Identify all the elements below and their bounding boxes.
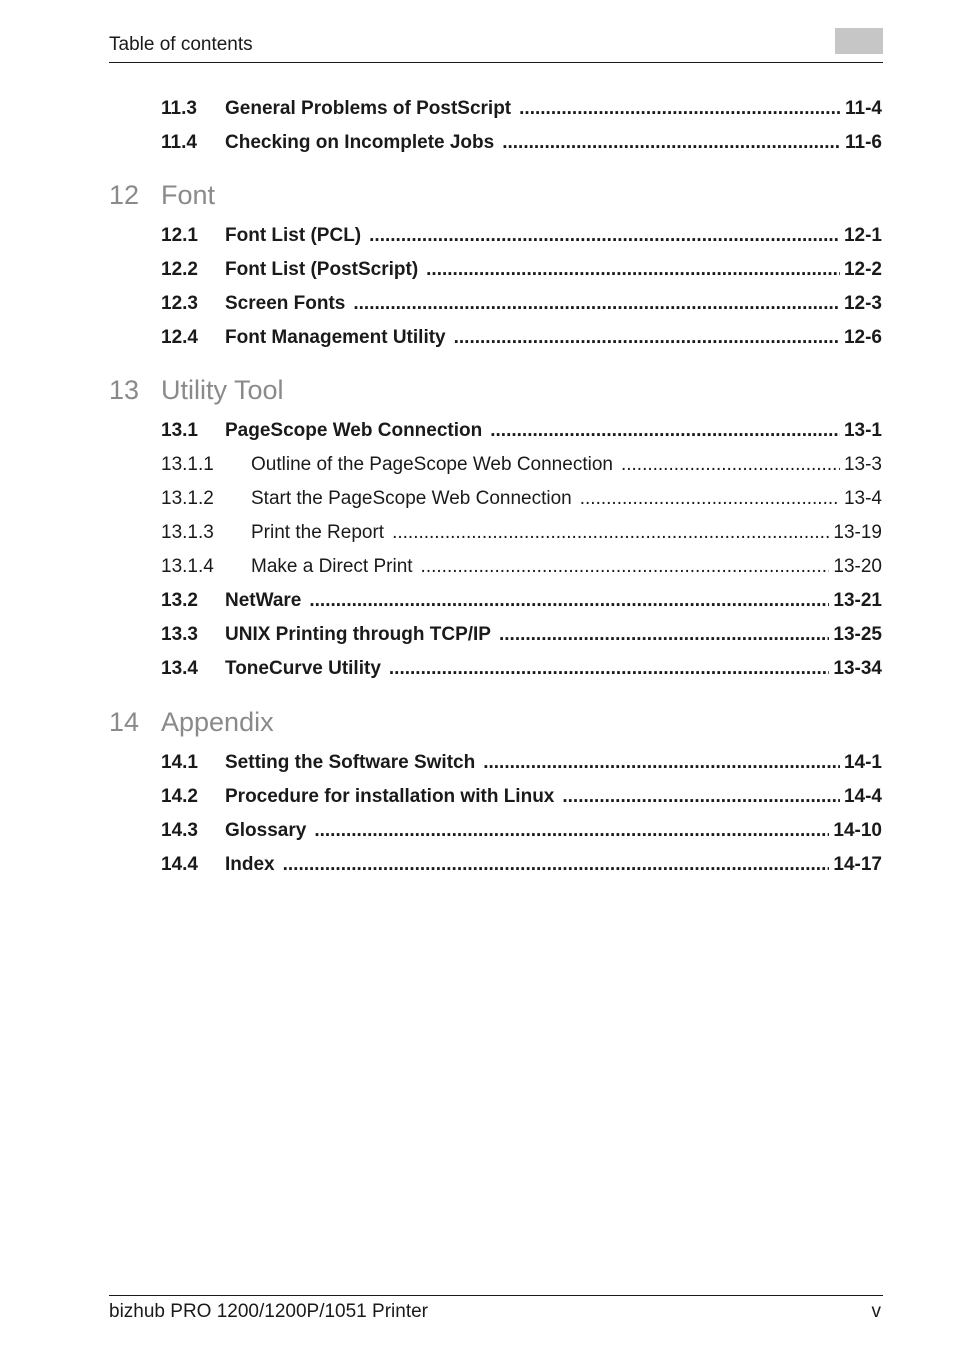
toc-entry-title: UNIX Printing through TCP/IP bbox=[225, 624, 491, 645]
toc-entry-number: 13.1 bbox=[161, 420, 198, 441]
toc-entry-title: Font List (PCL) bbox=[225, 225, 362, 246]
toc-entry-13-4[interactable] bbox=[161, 656, 882, 682]
toc-entry-title: Checking on Incomplete Jobs bbox=[225, 132, 495, 153]
chapter-title: Appendix bbox=[161, 707, 274, 737]
page-number: v bbox=[871, 1301, 881, 1322]
dot-leader bbox=[621, 452, 840, 478]
page-header bbox=[109, 28, 883, 63]
header-tab-marker bbox=[835, 28, 883, 54]
dot-leader bbox=[519, 96, 841, 122]
toc-entry-number: 12.1 bbox=[161, 225, 198, 246]
toc-entry-page: 13-4 bbox=[843, 488, 882, 509]
toc-entry-13-1-2[interactable] bbox=[161, 486, 882, 512]
toc-entry-12-2[interactable] bbox=[161, 257, 882, 283]
toc-entry-11-3[interactable] bbox=[161, 96, 882, 122]
toc-entry-number: 11.3 bbox=[161, 98, 197, 119]
toc-entry-title: Font Management Utility bbox=[225, 327, 446, 348]
toc-entry-13-1[interactable] bbox=[161, 418, 882, 444]
toc-entry-page: 13-20 bbox=[833, 556, 882, 577]
toc-entry-11-4[interactable] bbox=[161, 130, 882, 156]
toc-entry-13-1-1[interactable] bbox=[161, 452, 882, 478]
toc-entry-13-3[interactable] bbox=[161, 622, 882, 648]
toc-entry-page: 13-19 bbox=[833, 522, 882, 543]
dot-leader bbox=[580, 486, 840, 512]
toc-entry-number: 14.3 bbox=[161, 820, 198, 841]
toc-entry-page: 12-6 bbox=[843, 327, 882, 348]
toc-entry-page: 13-3 bbox=[843, 454, 882, 475]
dot-leader bbox=[454, 325, 840, 351]
dot-leader bbox=[483, 750, 840, 776]
toc-entry-title: Start the PageScope Web Connection bbox=[251, 488, 572, 509]
toc-entry-number: 13.1.2 bbox=[161, 488, 214, 509]
toc-entry-page: 14-17 bbox=[833, 854, 882, 875]
chapter-title: Utility Tool bbox=[161, 375, 284, 405]
toc-entry-title: Make a Direct Print bbox=[251, 556, 413, 577]
toc-entry-number: 13.4 bbox=[161, 658, 198, 679]
footer-title: bizhub PRO 1200/1200P/1051 Printer bbox=[109, 1301, 428, 1322]
dot-leader bbox=[369, 223, 840, 249]
toc-entry-title: Print the Report bbox=[251, 522, 385, 543]
dot-leader bbox=[499, 622, 829, 648]
toc-entry-title: PageScope Web Connection bbox=[225, 420, 483, 441]
toc-entry-12-3[interactable] bbox=[161, 291, 882, 317]
toc-entry-number: 12.4 bbox=[161, 327, 198, 348]
toc-entry-title: NetWare bbox=[225, 590, 302, 611]
toc-entry-14-4[interactable] bbox=[161, 852, 882, 878]
toc-entry-title: Setting the Software Switch bbox=[225, 752, 476, 773]
toc-entry-page: 14-4 bbox=[843, 786, 882, 807]
chapter-number: 14 bbox=[109, 707, 140, 737]
dot-leader bbox=[353, 291, 840, 317]
toc-entry-page: 12-2 bbox=[843, 259, 882, 280]
chapter-heading-12[interactable] bbox=[109, 178, 215, 212]
toc-entry-page: 13-21 bbox=[833, 590, 882, 611]
dot-leader bbox=[562, 784, 840, 810]
dot-leader bbox=[283, 852, 830, 878]
toc-entry-page: 12-1 bbox=[843, 225, 882, 246]
dot-leader bbox=[421, 554, 830, 580]
toc-entry-page: 14-1 bbox=[843, 752, 882, 773]
toc-entry-14-1[interactable] bbox=[161, 750, 882, 776]
toc-entry-page: 14-10 bbox=[833, 820, 882, 841]
toc-entry-12-1[interactable] bbox=[161, 223, 882, 249]
toc-entry-number: 13.3 bbox=[161, 624, 198, 645]
toc-entry-title: Font List (PostScript) bbox=[225, 259, 419, 280]
dot-leader bbox=[490, 418, 840, 444]
toc-entry-14-2[interactable] bbox=[161, 784, 882, 810]
toc-entry-number: 13.1.3 bbox=[161, 522, 214, 543]
toc-entry-title: General Problems of PostScript bbox=[225, 98, 512, 119]
dot-leader bbox=[314, 818, 829, 844]
toc-entry-title: Index bbox=[225, 854, 275, 875]
dot-leader bbox=[426, 257, 840, 283]
toc-entry-13-2[interactable] bbox=[161, 588, 882, 614]
toc-entry-page: 11-6 bbox=[845, 132, 882, 153]
toc-entry-page: 13-25 bbox=[833, 624, 882, 645]
chapter-number: 13 bbox=[109, 375, 140, 405]
chapter-heading-14[interactable] bbox=[109, 705, 274, 739]
toc-entry-page: 13-1 bbox=[843, 420, 882, 441]
toc-entry-page: 13-34 bbox=[833, 658, 882, 679]
toc-entry-number: 13.1.1 bbox=[161, 454, 214, 475]
toc-entry-number: 11.4 bbox=[161, 132, 197, 153]
toc-entry-number: 12.3 bbox=[161, 293, 198, 314]
toc-entry-13-1-4[interactable] bbox=[161, 554, 882, 580]
toc-entry-number: 12.2 bbox=[161, 259, 198, 280]
toc-entry-13-1-3[interactable] bbox=[161, 520, 882, 546]
toc-entry-number: 13.2 bbox=[161, 590, 198, 611]
toc-entry-title: Screen Fonts bbox=[225, 293, 346, 314]
dot-leader bbox=[392, 520, 829, 546]
chapter-title: Font bbox=[161, 180, 216, 210]
toc-entry-number: 14.1 bbox=[161, 752, 198, 773]
toc-entry-12-4[interactable] bbox=[161, 325, 882, 351]
chapter-heading-13[interactable] bbox=[109, 373, 284, 407]
toc-entry-title: Glossary bbox=[225, 820, 307, 841]
toc-entry-14-3[interactable] bbox=[161, 818, 882, 844]
page-footer bbox=[109, 1295, 883, 1328]
toc-entry-page: 11-4 bbox=[845, 98, 882, 119]
toc-entry-page: 12-3 bbox=[843, 293, 882, 314]
toc-entry-number: 14.4 bbox=[161, 854, 198, 875]
dot-leader bbox=[389, 656, 830, 682]
header-title: Table of contents bbox=[109, 34, 253, 55]
toc-entry-number: 14.2 bbox=[161, 786, 198, 807]
toc-entry-title: Outline of the PageScope Web Connection bbox=[251, 454, 613, 475]
dot-leader bbox=[502, 130, 841, 156]
toc-entry-number: 13.1.4 bbox=[161, 556, 214, 577]
dot-leader bbox=[309, 588, 829, 614]
toc-entry-title: Procedure for installation with Linux bbox=[225, 786, 555, 807]
chapter-number: 12 bbox=[109, 180, 140, 210]
toc-entry-title: ToneCurve Utility bbox=[225, 658, 381, 679]
